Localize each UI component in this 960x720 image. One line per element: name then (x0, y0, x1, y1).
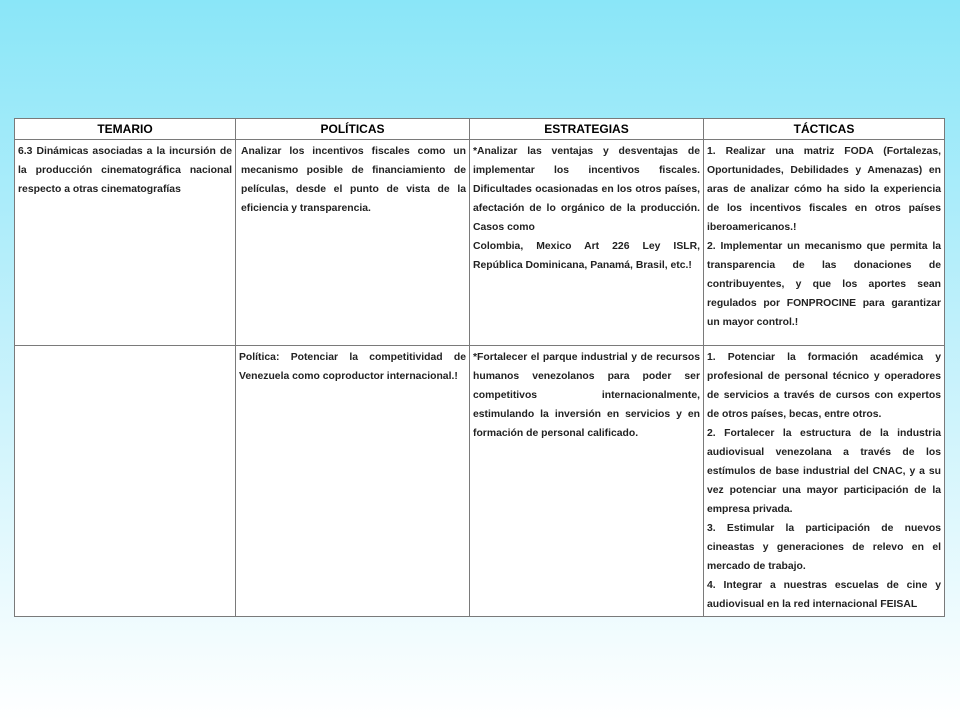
tactica-item: 2. Implementar un mecanismo que permita la transparencia de las donaciones de contribuyentes, y que los aportes sean regulados por FONPROCINE para garantizar un mayor control.! (707, 241, 941, 328)
policy-table (14, 118, 945, 617)
estrategia-item: Colombia, Mexico Art 226 Ley ISLR, República Dominicana, Panamá, Brasil, etc.! (473, 241, 700, 271)
tactica-item: 3. Estimular la participación de nuevos cineastas y generaciones de relevo en el mercado de trabajo. (707, 523, 941, 572)
header-temario: TEMARIO (15, 119, 236, 140)
header-row (15, 119, 945, 140)
cell-estrategias (470, 346, 704, 617)
temario-text: 6.3 Dinámicas asociadas a la incursión de la producción cinematográfica nacional respecto a otras cinematografías (18, 146, 232, 195)
cell-temario (15, 346, 236, 617)
tactica-item: 2. Fortalecer la estructura de la industria audiovisual venezolana a través de los estímulos de base industrial del CNAC, y a su vez potenciar una mayor participación de la empresa privada. (707, 428, 941, 515)
tactica-item: 4. Integrar a nuestras escuelas de cine y audiovisual en la red internacional FEISAL (707, 580, 941, 610)
cell-estrategias (470, 140, 704, 346)
tactica-item: 1. Realizar una matriz FODA (Fortalezas, Oportunidades, Debilidades y Amenazas) en aras de analizar cómo ha sido la experiencia de los incentivos fiscales en otros países iberoamericanos.! (707, 146, 941, 233)
estrategia-item: *Fortalecer el parque industrial y de recursos humanos venezolanos para poder ser competitivos internacionalmente, estimulando la inversión en servicios y en formación de personal calificado. (473, 352, 700, 439)
header-tacticas: TÁCTICAS (704, 119, 945, 140)
cell-tacticas (704, 140, 945, 346)
cell-temario (15, 140, 236, 346)
tactica-item: 1. Potenciar la formación académica y profesional de personal técnico y operadores de servicios a través de cursos con expertos de otros países, becas, entre otros. (707, 352, 941, 420)
cell-politicas (236, 140, 470, 346)
cell-politicas (236, 346, 470, 617)
cell-tacticas (704, 346, 945, 617)
header-politicas: POLÍTICAS (236, 119, 470, 140)
table-row (15, 346, 945, 617)
table-row (15, 140, 945, 346)
politicas-text: Analizar los incentivos fiscales como un mecanismo posible de financiamiento de películas, desde el punto de vista de la eficiencia y transparencia. (241, 146, 466, 214)
estrategia-item: *Analizar las ventajas y desventajas de implementar los incentivos fiscales. Dificultades ocasionadas en los otros países, afectación de lo orgánico de la producción. Casos como (473, 146, 700, 233)
header-estrategias: ESTRATEGIAS (470, 119, 704, 140)
politicas-text: Política: Potenciar la competitividad de Venezuela como coproductor internacional.! (239, 352, 466, 382)
